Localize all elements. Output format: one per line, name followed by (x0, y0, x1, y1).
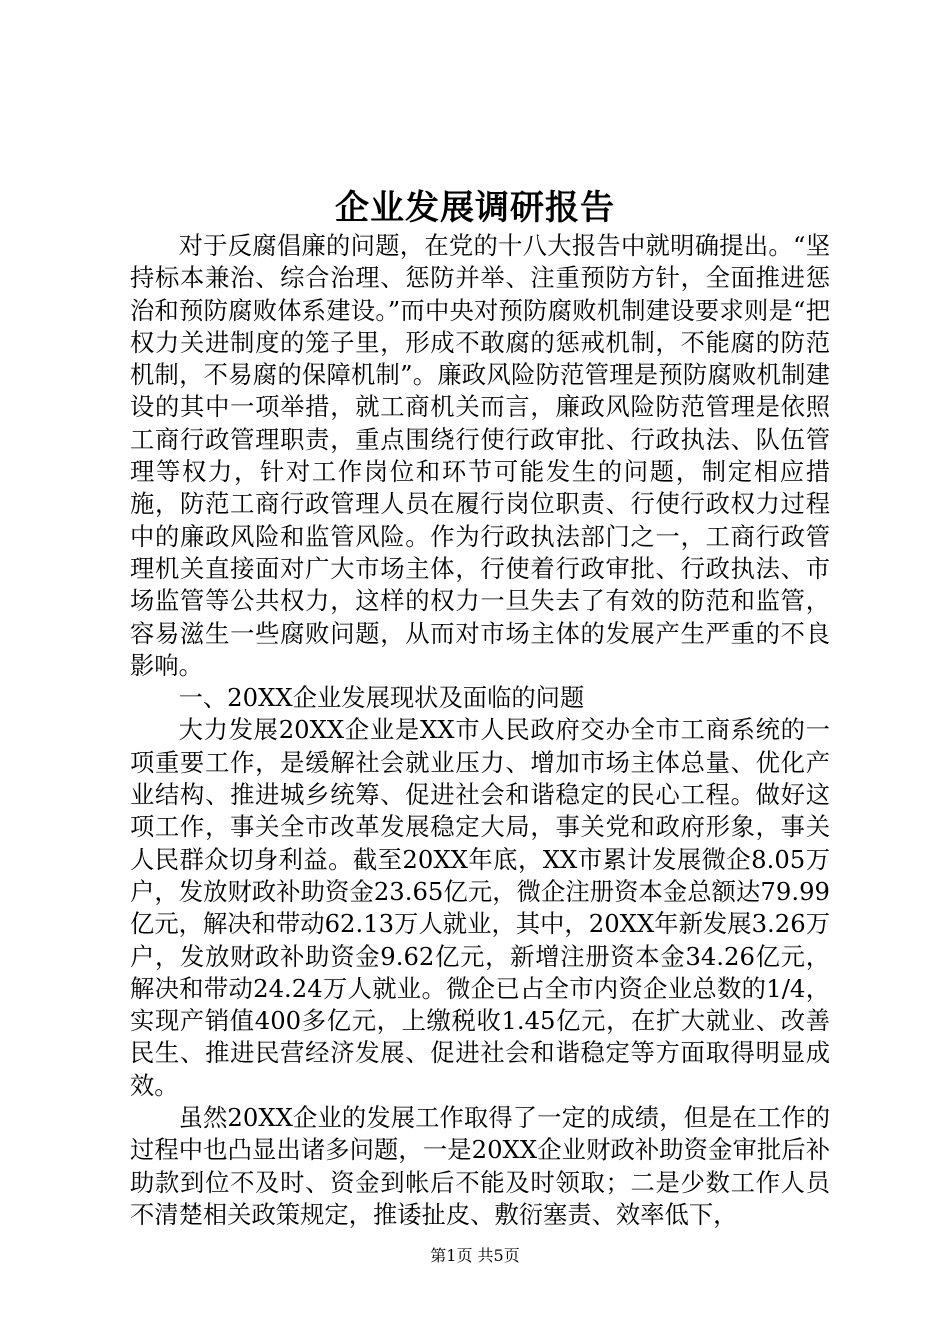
page-number-footer: 第1页 共5页 (430, 1246, 520, 1265)
paragraph-problems: 虽然20XX企业的发展工作取得了一定的成绩，但是在工作的过程中也凸显出诸多问题，一是20XX企业财政补助资金审批后补助款到位不及时、资金到帐后不能及时领取；二是少数工作人员不清楚相关政策规定，推诿扯皮、敷衍塞责、效率低下， (130, 1103, 830, 1229)
section-heading-1: 一、20XX企业发展现状及面临的问题 (178, 683, 585, 713)
paragraph-intro: 对于反腐倡廉的问题，在党的十八大报告中就明确提出。“坚持标本兼治、综合治理、惩防并举、注重预防方针，全面推进惩治和预防腐败体系建设。”而中央对预防腐败机制建设要求则是“把权力关进制度的笼子里，形成不敢腐的惩戒机制，不能腐的防范机制，不易腐的保障机制”。廉政风险防范管理是预防腐败机制建设的其中一项举措，就工商机关而言，廉政风险防范管理是依照工商行政管理职责，重点围绕行使行政审批、行政执法、队伍管理等权力，针对工作岗位和环节可能发生的问题，制定相应措施，防范工商行政管理人员在履行岗位职责、行使行政权力过程中的廉政风险和监管风险。作为行政执法部门之一，工商行政管理机关直接面对广大市场主体，行使着行政审批、行政执法、市场监管等公共权力，这样的权力一旦失去了有效的防范和监管，容易滋生一些腐败问题，从而对市场主体的发展产生严重的不良影响。 (130, 231, 830, 680)
paragraph-status: 大力发展20XX企业是XX市人民政府交办全市工商系统的一项重要工作，是缓解社会就业压力、增加市场主体总量、优化产业结构、推进城乡统筹、促进社会和谐稳定的民心工程。做好这项工作，事关全市改革发展稳定大局，事关党和政府形象，事关人民群众切身利益。截至20XX年底，XX市累计发展微企8.05万户，发放财政补助资金23.65亿元，微企注册资本金总额达79.99亿元，解决和带动62.13万人就业，其中，20XX年新发展3.26万户，发放财政补助资金9.62亿元，新增注册资本金34.26亿元，解决和带动24.24万人就业。微企已占全市内资企业总数的1/4，实现产销值400多亿元，上缴税收1.45亿元，在扩大就业、改善民生、推进民营经济发展、促进社会和谐稳定等方面取得明显成效。 (130, 715, 830, 1100)
document-title: 企业发展调研报告 (335, 188, 615, 228)
document-body (130, 230, 830, 1231)
